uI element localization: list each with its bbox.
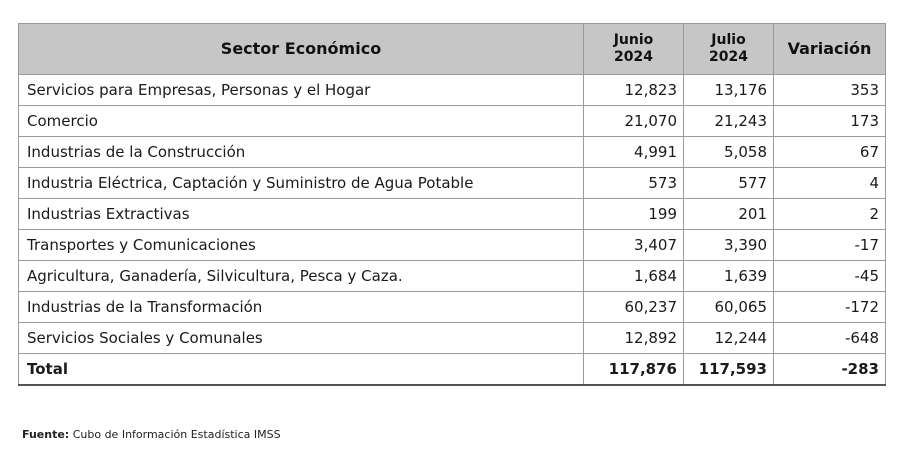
table-row xyxy=(19,75,886,106)
table-row xyxy=(19,292,886,323)
sector-cell: Servicios para Empresas, Personas y el Hogar xyxy=(19,75,584,106)
july-cell: 3,390 xyxy=(684,230,774,261)
variation-cell: 4 xyxy=(774,168,886,199)
header-sector: Sector Económico xyxy=(19,24,584,75)
sector-employment-table xyxy=(18,23,886,386)
july-cell: 1,639 xyxy=(684,261,774,292)
table-row xyxy=(19,168,886,199)
sector-cell: Industrias Extractivas xyxy=(19,199,584,230)
table-row xyxy=(19,230,886,261)
june-cell: 12,823 xyxy=(584,75,684,106)
header-june-year: 2024 xyxy=(614,49,653,65)
june-cell: 573 xyxy=(584,168,684,199)
table-header-row xyxy=(19,24,886,75)
june-cell: 60,237 xyxy=(584,292,684,323)
variation-cell: -17 xyxy=(774,230,886,261)
total-variation: -283 xyxy=(774,354,886,386)
june-cell: 21,070 xyxy=(584,106,684,137)
total-row xyxy=(19,354,886,386)
sector-cell: Comercio xyxy=(19,106,584,137)
header-july xyxy=(684,24,774,75)
july-cell: 5,058 xyxy=(684,137,774,168)
source-note xyxy=(22,428,281,441)
june-cell: 3,407 xyxy=(584,230,684,261)
june-cell: 1,684 xyxy=(584,261,684,292)
variation-cell: -172 xyxy=(774,292,886,323)
july-cell: 60,065 xyxy=(684,292,774,323)
sector-cell: Servicios Sociales y Comunales xyxy=(19,323,584,354)
header-july-year: 2024 xyxy=(709,49,748,65)
june-cell: 199 xyxy=(584,199,684,230)
table-row xyxy=(19,106,886,137)
total-june: 117,876 xyxy=(584,354,684,386)
table-row xyxy=(19,261,886,292)
june-cell: 12,892 xyxy=(584,323,684,354)
sector-cell: Industrias de la Construcción xyxy=(19,137,584,168)
variation-cell: 173 xyxy=(774,106,886,137)
july-cell: 12,244 xyxy=(684,323,774,354)
header-june xyxy=(584,24,684,75)
header-june-month: Junio xyxy=(613,32,654,48)
variation-cell: 353 xyxy=(774,75,886,106)
june-cell: 4,991 xyxy=(584,137,684,168)
total-label: Total xyxy=(19,354,584,386)
sector-cell: Industria Eléctrica, Captación y Suministro de Agua Potable xyxy=(19,168,584,199)
sector-cell: Agricultura, Ganadería, Silvicultura, Pesca y Caza. xyxy=(19,261,584,292)
table-row xyxy=(19,137,886,168)
sector-table-container xyxy=(18,23,885,386)
variation-cell: -45 xyxy=(774,261,886,292)
july-cell: 577 xyxy=(684,168,774,199)
variation-cell: 2 xyxy=(774,199,886,230)
header-variation: Variación xyxy=(774,24,886,75)
total-july: 117,593 xyxy=(684,354,774,386)
source-label: Fuente: xyxy=(22,428,70,441)
table-row xyxy=(19,199,886,230)
sector-cell: Industrias de la Transformación xyxy=(19,292,584,323)
july-cell: 13,176 xyxy=(684,75,774,106)
table-row xyxy=(19,323,886,354)
sector-cell: Transportes y Comunicaciones xyxy=(19,230,584,261)
variation-cell: -648 xyxy=(774,323,886,354)
variation-cell: 67 xyxy=(774,137,886,168)
header-july-month: Julio xyxy=(711,32,746,48)
july-cell: 201 xyxy=(684,199,774,230)
source-text: Cubo de Información Estadística IMSS xyxy=(69,428,281,441)
july-cell: 21,243 xyxy=(684,106,774,137)
